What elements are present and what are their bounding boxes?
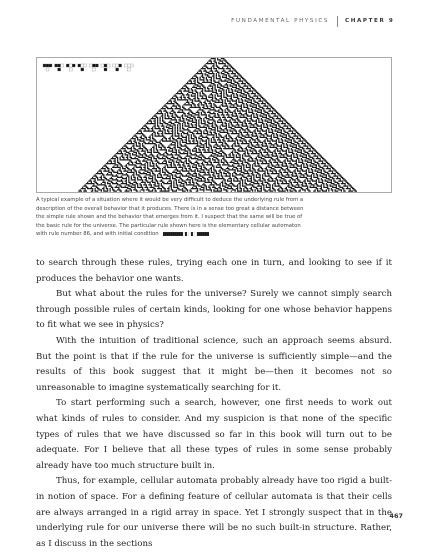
cellular-automaton-figure bbox=[36, 57, 392, 193]
paragraph: To start performing such a search, however, one first needs to work out what kinds of rules to consider. And my suspicion is that none of the specific types of rules that we have discussed so far in this book will turn out to be adequate. For I believe that all these types of rules in some sense probably already have too much structure built in. bbox=[36, 398, 392, 471]
running-header bbox=[0, 18, 425, 30]
section-title: FUNDAMENTAL PHYSICS bbox=[231, 18, 329, 24]
paragraph: With the intuition of traditional science, such an approach seems absurd. But the point is that if the rule for the universe is sufficiently simple—and the results of this book suggest that it might be—then it becomes not so unreasonable to imagine systematically searching for it. bbox=[36, 335, 392, 393]
caption-line: with rule number 86, and with initial condition bbox=[36, 230, 392, 239]
caption-text bbox=[36, 196, 392, 239]
page-number: 467 bbox=[389, 512, 403, 520]
paragraph: to search through these rules, trying each one in turn, and looking to see if it produces the behavior one wants. bbox=[36, 258, 392, 284]
rule-icon bbox=[42, 63, 136, 75]
caption-line: A typical example of a situation where it would be very difficult to deduce the underlying rule from a bbox=[36, 197, 304, 203]
cellular-automaton-pattern bbox=[37, 58, 391, 192]
header-divider bbox=[337, 16, 338, 27]
caption-line: description of the overall behavior that it produces. There is in a sense too great a distance between bbox=[36, 205, 304, 212]
chapter-label: CHAPTER 9 bbox=[345, 18, 395, 24]
body-text bbox=[36, 256, 392, 552]
paragraph: Thus, for example, cellular automata probably already have too rigid a built-in notion of space. For a defining feature of cellular automata is that their cells are always arranged in a rigid array in space. Yet I strongly suspect that in the underlying rule for our universe there will be no such built-in structure. Rather, as I discuss in the sections bbox=[36, 476, 392, 549]
paragraph: But what about the rules for the universe? Surely we cannot simply search through possible rules of certain kinds, looking for one whose behavior happens to fit what we see in physics? bbox=[36, 289, 392, 331]
caption-line: the simple rule shown and the behavior that emerges from it. I suspect that the same will be true of bbox=[36, 214, 303, 220]
initial-condition-icon bbox=[163, 232, 209, 236]
figure-caption bbox=[36, 196, 392, 239]
caption-line: the basic rule for the universe. The particular rule shown here is the elementary cellular automaton bbox=[36, 222, 301, 229]
